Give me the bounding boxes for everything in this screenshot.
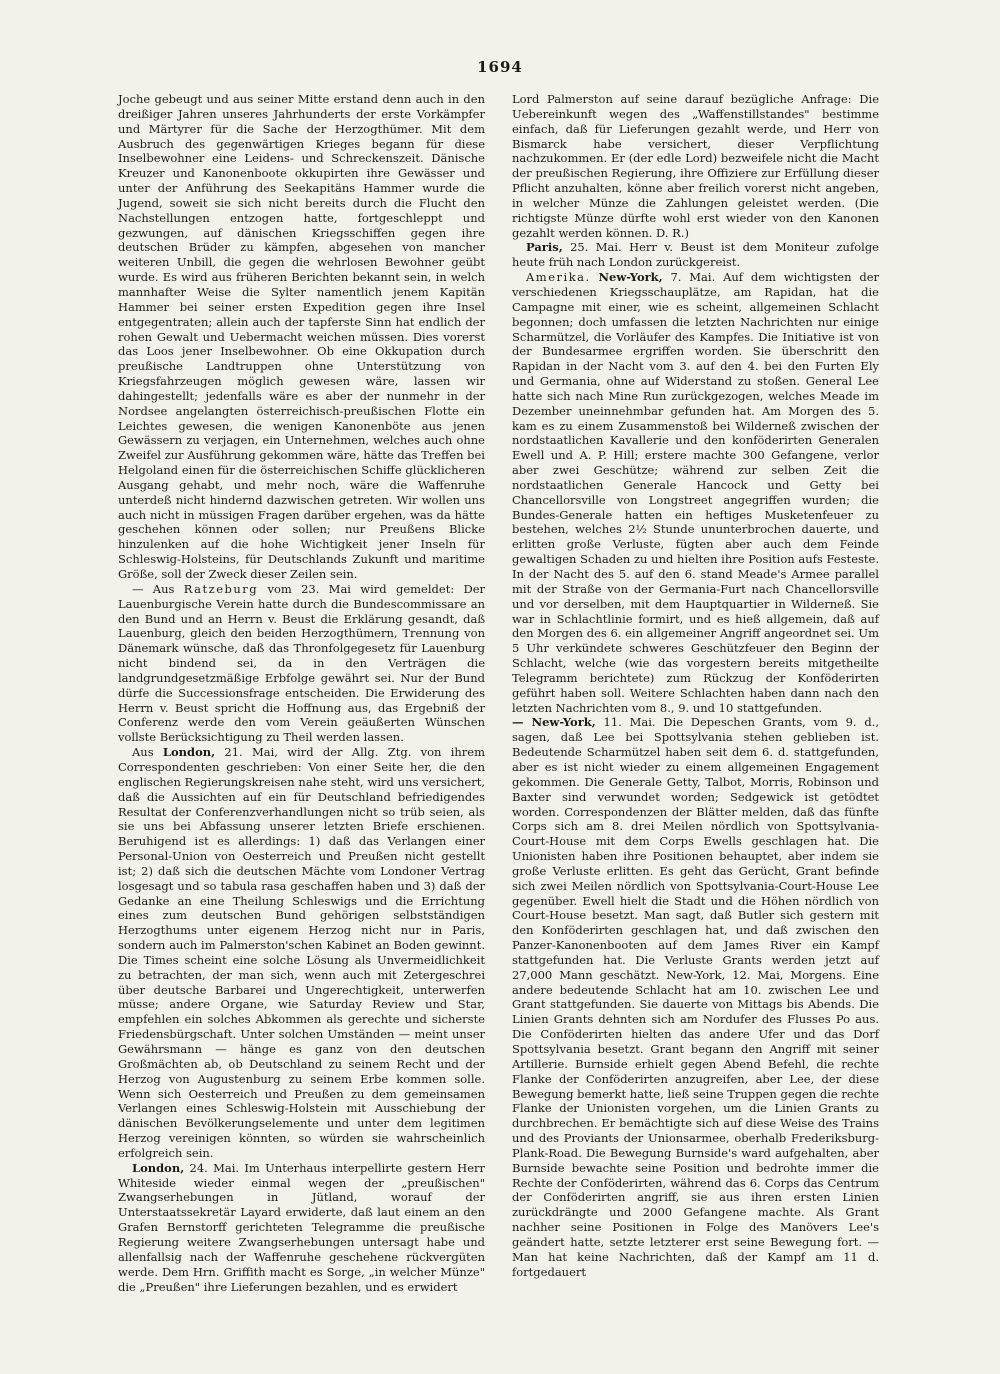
london-24-text: 24. Mai. Im Unterhaus interpellirte gestern Herr Whiteside wieder einmal wegen der „preußischen" Zwangserhebungen in Jütland, worauf der Unterstaatssekretär Layard erwiderte, daß laut einem an den Grafen Bernstorff gerichteten Telegramme die preußische Regierung weitere Zwangserhebungen untersagt habe und allenfallsig nach der Waffenruhe geschehene rückvergüten werde. Dem Hrn. Griffith macht es Sorge, „in welcher Münze" die „Preußen" ihre Lieferungen bezahlen, und es erwidert [118,1160,486,1294]
paris-report [512,240,879,270]
article-paragraph: Joche gebeugt und aus seiner Mitte erstand denn auch in den dreißiger Jahren unseres Jahrhunderts der erste Vorkämpfer und Märtyrer für die Sache der Herzogthümer. Mit dem Ausbruch des gegenwärtigen Krieges begann für diese Inselbewohner eine Leidens- und Schreckenszeit. Dänische Kreuzer und Kanonenboote okkupirten ihre Gewässer und unter der Anführung des Seekapitäns Hammer wurde die Jugend, soweit sie sich nicht bereits durch die Flucht den Nachstellungen entzogen hatte, fortgeschleppt und gezwungen, auf dänischen Kriegsschiffen gegen ihre deutschen Brüder zu kämpfen, abgesehen von mancher weiteren Unbill, die gegen die wehrlosen Bewohner geübt wurde. Es wird aus früheren Berichten bekannt sein, in welch mannhafter Weise die Sylter namentlich jenem Kapitän Hammer bei seiner ersten Expedition gegen ihre Insel entgegentraten; allein auch der tapferste Sinn hat endlich der rohen Gewalt und Uebermacht weichen müssen. Dies vorerst das Loos jener Inselbewohner. Ob eine Okkupation durch preußische Landtruppen ohne Unterstützung von Kriegsfahrzeugen möglich gewesen wäre, lassen wir dahingestellt; jedenfalls wäre es aber der nunmehr in der Nordsee angelangten österreichisch-preußischen Flotte ein Leichtes gewesen, die wenigen Kanonenböte aus jenen Gewässern zu verjagen, ein Unternehmen, welches auch ohne Zweifel zur Ausführung gekommen wäre, hätte das Treffen bei Helgoland einen für die österreichischen Schiffe glücklicheren Ausgang gehabt, und mehr noch, wäre die Waffenruhe unterdeß nicht hindernd dazwischen getreten. Wir wollen uns auch nicht in müssigen Fragen darüber ergehen, was da hätte geschehen können oder sollen; nur Preußens Blicke hinzulenken auf die hohe Wichtigkeit jener Inseln für Schleswig-Holsteins, für Deutschlands Zukunft und maritime Größe, soll der Zweck dieser Zeilen sein. [118,92,485,581]
new-york-report-11 [512,715,879,1279]
place-paris: Paris, [526,240,563,255]
place-new-york: New-York, [598,270,663,285]
region-america: Amerika. [526,270,591,285]
right-column [512,92,879,1280]
london-report-21 [118,745,485,1161]
dash-lead: — Aus [132,581,175,596]
place-new-york-11: — New-York, [512,715,596,730]
palmerston-paragraph: Lord Palmerston auf seine darauf bezügliche Anfrage: Die Uebereinkunft wegen des „Waffenstillstandes" bestimme einfach, daß für Lieferungen gezahlt werde, und Herr von Bismarck habe versichert, dieser Verpflichtung nachzukommen. Er (der edle Lord) bezweifele nicht die Macht der preußischen Regierung, ihre Offiziere zur Erfüllung dieser Pflicht anzuhalten, könne aber freilich vorerst nicht angeben, in welcher Münze die Zahlungen geleistet werden. (Die richtigste Münze dürfte wohl erst wieder von den Kanonen gezahlt werden können. D. R.) [512,92,879,240]
page-number: 1694 [477,58,523,76]
ratzeburg-report [118,582,485,745]
london-21-text: 21. Mai, wird der Allg. Ztg. von ihrem Correspondenten geschrieben: Von einer Seite her, die den englischen Regierungskreisen nahe steht, wird uns versichert, daß die Aussichten auf ein für Deutschland befriedigendes Resultat der Conferenzverhandlungen nicht so trüb seien, als sie uns bei Abfassung unserer letzten Briefe erschienen. Beruhigend ist es allerdings: 1) daß das Verlangen einer Personal-Union von Oesterreich und Preußen nicht gestellt ist; 2) daß sich die deutschen Mächte vom Londoner Vertrag losgesagt und so tabula rasa geschaffen haben und 3) daß der Gedanke an eine Theilung Schleswigs und die Errichtung eines zum deutschen Bund gehörigen selbstständigen Herzogthums unter eigenem Herzog nicht nur in Paris, sondern auch im Palmerston'schen Kabinet an Boden gewinnt. Die Times scheint eine solche Lösung als Unvermeidlichkeit zu betrachten, der man sich, wenn auch mit Zetergeschrei über deutsche Barbarei und Ungerechtigkeit, unterwerfen müsse; andere Organe, wie Saturday Review und Star, empfehlen ein solches Abkommen als gerechte und sicherste Friedensbürgschaft. Unter solchen Umständen — meint unser Gewährsmann — hänge es ganz von den deutschen Großmächten ab, ob Deutschland zu seinem Recht und der Herzog von Augustenburg zu seinem Erbe kommen solle. Wenn sich Oesterreich und Preußen zu dem gemeinsamen Verlangen eines Schleswig-Holstein mit Ausschiebung der dänischen Bevölkerungselemente und unter dem legitimen Herzog vereinigen könnten, so würden sie wahrscheinlich erfolgreich sein. [118,745,486,1160]
ratzeburg-text: vom 23. Mai wird gemeldet: Der Lauenburgische Verein hatte durch die Bundescommissare an den Bund und an Herrn v. Beust die Erklärung gesandt, daß Lauenburg, gleich den beiden Herzogthümern, Trennung von Dänemark wünsche, daß das Thronfolgegesetz für Lauenburg nicht bindend sei, da in den Verträgen die landgrundgesetzmäßige Erbfolge gewährt sei. Nur der Bund dürfe die Successionsfrage entscheiden. Die Erwiderung des Herrn v. Beust spricht die Hoffnung aus, das Ergebniß der Conferenz werde den vom Verein geäußerten Wünschen vollste Berücksichtigung zu Theil werden lassen. [118,581,486,745]
america-text: 7. Mai. Auf dem wichtigsten der verschiedenen Kriegsschauplätze, am Rapidan, hat die Campagne mit einer, wie es scheint, allgemeinen Schlacht begonnen; doch umfassen die letzten Nachrichten nur einige Scharmützel, die Vorläufer des Kampfes. Die Initiative ist von der Bundesarmee ergriffen worden. Sie überschritt den Rapidan in der Nacht vom 3. auf den 4. bei den Furten Ely und Germania, ohne auf Widerstand zu stoßen. General Lee hatte sich nach Mine Run zurückgezogen, welches Meade im Dezember uneinnehmbar gefunden hat. Am Morgen des 5. kam es zu einem Zusammenstoß bei Wilderneß zwischen der nordstaatlichen Kavallerie und den konföderirten Generalen Ewell und A. P. Hill; erstere machte 300 Gefangene, verlor aber zwei Geschütze; während zur selben Zeit die nordstaatlichen Generale Hancock und Getty bei Chancellorsville von Longstreet angegriffen wurden; die Bundes-Generale hatten ein heftiges Musketenfeuer zu bestehen, welches 2½ Stunde ununterbrochen dauerte, und erlitten große Verluste, fügten aber auch dem Feinde gewaltigen Schaden zu und hielten ihre Position aufs Festeste. In der Nacht des 5. auf den 6. stand Meade's Armee parallel mit der Straße von der Germania-Furt nach Chancellorsville und vor derselben, mit dem Hauptquartier in Wilderneß. Sie war in Schlachtlinie formirt, und es hieß allgemein, daß auf den Morgen des 6. ein allgemeiner Angriff angeordnet sei. Um 5 Uhr verkündete schweres Geschützfeuer den Beginn der Schlacht, welche (wie das vorgestern bereits mitgetheilte Telegramm berichtete) zum Rückzug der Konföderirten geführt haben soll. Weitere Schlachten haben dann nach den letzten Nachrichten vom 8., 9. und 10 stattgefunden. [512,270,880,715]
paris-text: 25. Mai. Herr v. Beust ist dem Moniteur zufolge heute früh nach London zurückgereist. [512,240,879,270]
left-column [118,92,485,1294]
place-ratzeburg: Ratzeburg [183,581,259,596]
place-london-24: London, [132,1160,185,1175]
place-london: London, [162,745,216,760]
new-york-11-text: 11. Mai. Die Depeschen Grants, vom 9. d., sagen, daß Lee bei Spottsylvania stehen geblieben ist. Bedeutende Scharmützel haben seit dem 6. d. stattgefunden, aber es ist nicht wieder zu einem allgemeinen Engagement gekommen. Die Generale Getty, Talbot, Morris, Robinson und Baxter sind verwundet worden; Sedgewick ist getödtet worden. Correspondenzen der Blätter melden, daß das fünfte Corps sich am 8. drei Meilen nördlich von Spottsylvania-Court-House mit dem Corps Ewells geschlagen hat. Die Unionisten haben ihre Positionen behauptet, aber indem sie große Verluste erlitten. Es geht das Gerücht, Grant befinde sich zwei Meilen nördlich von Spottsylvania-Court-House Lee gegenüber. Ewell hielt die Stadt und die Höhen nördlich von Court-House besetzt. Man sagt, daß Butler sich gestern mit den Konföderirten geschlagen hat, und daß zwischen den Panzer-Kanonenbooten auf dem James River ein Kampf stattgefunden hat. Die Verluste Grants werden jetzt auf 27,000 Mann geschätzt. New-York, 12. Mai, Morgens. Eine andere bedeutende Schlacht hat am 10. zwischen Lee und Grant stattgefunden. Sie dauerte von Mittags bis Abends. Die Linien Grants dehnten sich am Nordufer des Flusses Po aus. Die Conföderirten hielten das andere Ufer und das Dorf Spottsylvania besetzt. Grant begann den Angriff mit seiner Artillerie. Burnside erhielt gegen Abend Befehl, die rechte Flanke der Conföderirten anzugreifen, aber Lee, der diese Bewegung bemerkt hatte, ließ seine Truppen gegen die rechte Flanke der Unionisten vorgehen, um die Linien Grants zu durchbrechen. Er bemächtigte sich auf diese Weise des Trains und des Proviants der Unionsarmee, oberhalb Frederiksburg-Plank-Road. Die Bewegung Burnside's ward aufgehalten, aber Burnside bewachte seine Position und bedrohte immer die Rechte der Conföderirten, während das 6. Corps das Centrum der Conföderirten angriff, sie aus ihren ersten Linien zurückdrängte und 2000 Gefangene machte. Als Grant nachher seine Positionen in Folge des Manövers Lee's geändert hatte, setzte letzterer erst seine Bewegung fort. — Man hat keine Nachrichten, daß der Kampf am 11 d. fortgedauert [512,715,880,1279]
america-report [512,270,879,715]
report-lead: Aus [132,745,154,760]
london-report-24 [118,1161,485,1295]
